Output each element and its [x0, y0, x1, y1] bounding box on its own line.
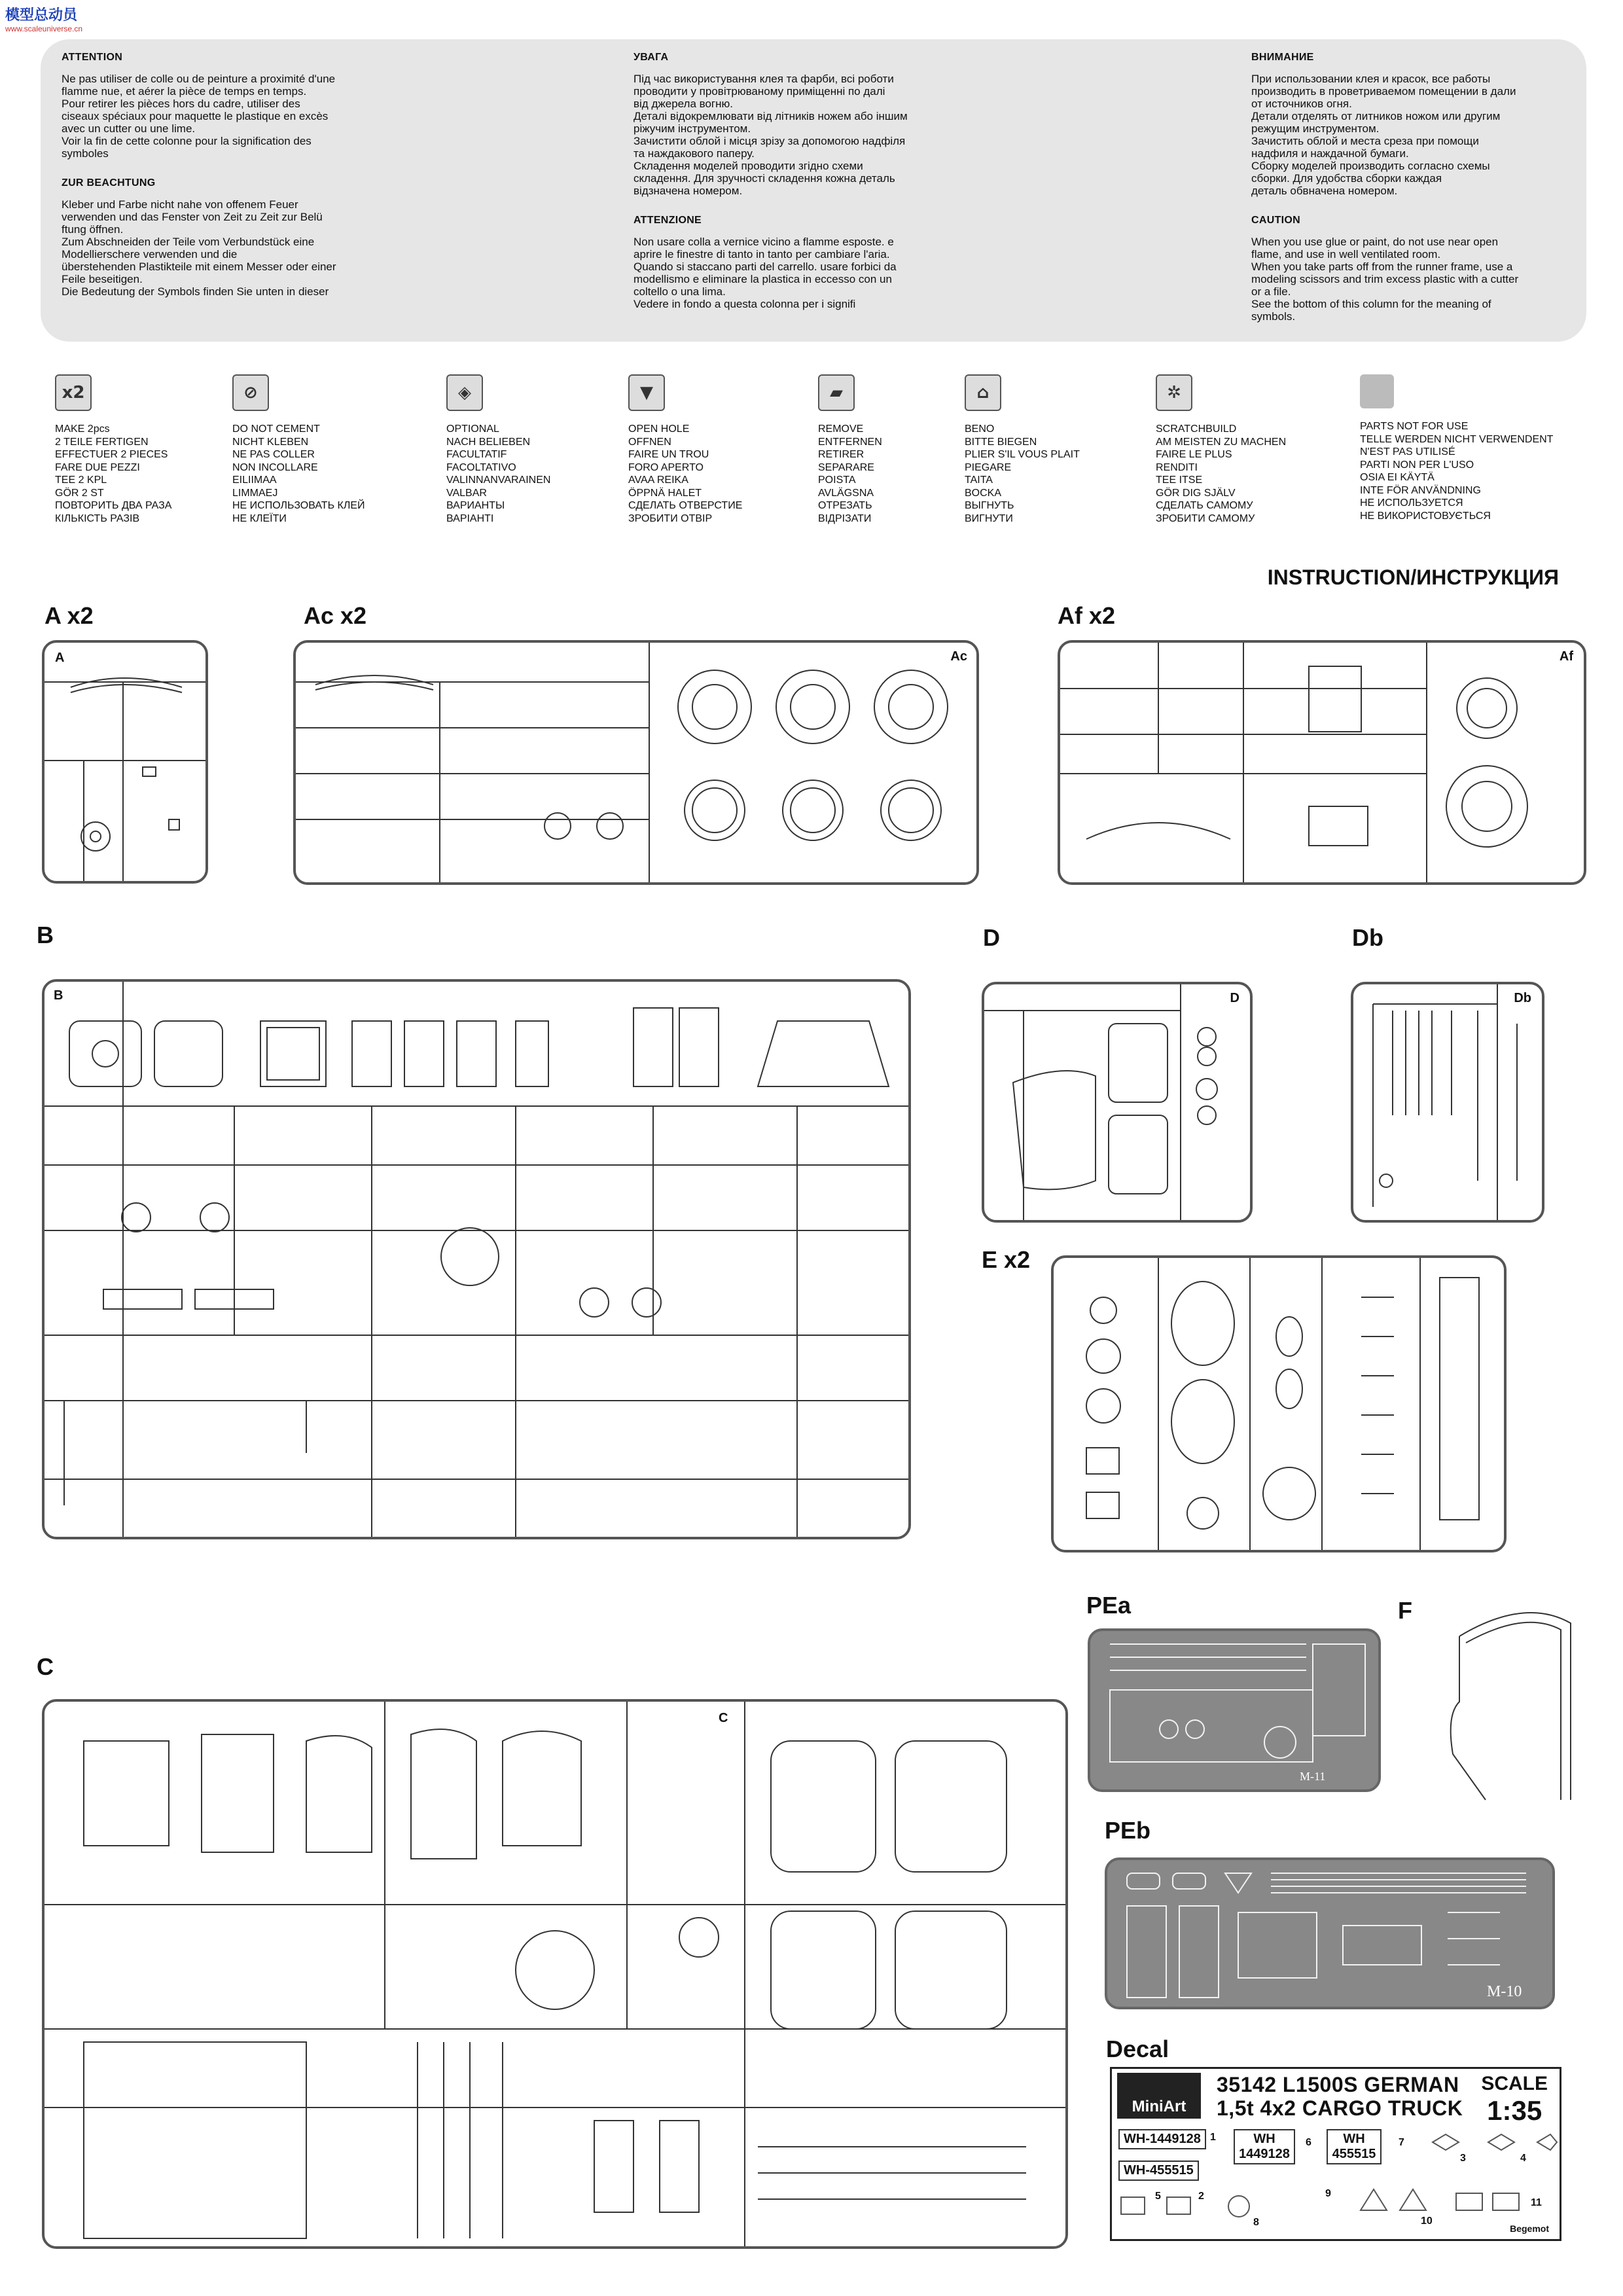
sprue-d-drawing [984, 984, 1250, 1220]
warning-line: flame, and use in well ventilated room. [1251, 248, 1441, 260]
warning-line: Зачистити облой і місця зрізу за допомогою надфіля [633, 135, 906, 147]
bend-icon: ⌂ [965, 374, 1001, 411]
symbol-line: EFFECTUER 2 PIECES [55, 449, 168, 460]
symbol-line: REMOVE [818, 423, 864, 435]
decal-number: 6 [1306, 2137, 1311, 2148]
warning-line: ciseaux spéciaux pour maquette le plastique en excès [62, 110, 329, 122]
sprue-e-frame [1051, 1255, 1507, 1552]
warning-line: деталь обвначена номером. [1251, 185, 1398, 197]
sprue-af-drawing [1060, 643, 1584, 882]
sprue-pea-label: PEa [1086, 1592, 1132, 1619]
sprue-af-tag: Af [1559, 649, 1573, 664]
symbol-line: EILIIMAA [232, 475, 277, 486]
symbol-line: ОТРЕЗАТЬ [818, 500, 872, 511]
warning-text [633, 73, 1000, 197]
warning-line: Ne pas utiliser de colle ou de peinture a proximité d'une [62, 73, 336, 85]
warning-line: modellismo e eliminare la plastica in eccesso con un [633, 273, 892, 285]
sprue-b-drawing [45, 982, 908, 1537]
symbol-line: OPEN HOLE [628, 423, 690, 435]
symbol-line: NICHT KLEBEN [232, 436, 309, 448]
sprue-c-drawing [45, 1702, 1065, 2246]
sprue-ac-drawing [296, 643, 976, 882]
symbol-line: НЕ КЛЕЇТИ [232, 512, 287, 524]
sprue-c-frame [42, 1699, 1068, 2249]
warning-line: Feile beseitigen. [62, 273, 143, 285]
x2-icon: x2 [55, 374, 92, 411]
decal-number: 1 [1210, 2132, 1216, 2143]
not-for-use-icon [1360, 374, 1394, 408]
warning-line: Vedere in fondo a questa colonna per i signifi [633, 298, 856, 310]
symbol-legend [0, 374, 1623, 545]
warning-text [1251, 236, 1592, 323]
symbol-line: DO NOT CEMENT [232, 423, 320, 435]
sprue-d-frame [982, 982, 1253, 1223]
sprue-d-tag: D [1230, 991, 1240, 1005]
decal-number: 9 [1325, 2188, 1331, 2199]
pe-b-fret [1105, 1857, 1555, 2009]
sprue-ac-tag: Ac [950, 649, 967, 664]
symbol-line: СДЕЛАТЬ ОТВЕРСТИЕ [628, 500, 743, 511]
warning-line: ftung öffnen. [62, 223, 124, 236]
plate-decal: WH-1449128 [1118, 2129, 1206, 2149]
sprue-c-tag: C [719, 1711, 728, 1725]
decal-number: 7 [1399, 2137, 1404, 2148]
warning-line: Non usare colla a vernice vicino a flamme esposte. e [633, 236, 894, 248]
part-f-drawing [1394, 1584, 1590, 1806]
symbol-line: OPTIONAL [446, 423, 499, 435]
symbol-line: SEPARARE [818, 461, 874, 473]
symbol-line: FAIRE LE PLUS [1156, 449, 1232, 460]
symbol-line: FORO APERTO [628, 461, 704, 473]
warning-line: coltello o una lima. [633, 285, 726, 298]
warning-line: Modellierschere verwenden und die [62, 248, 238, 260]
warning-title: CAUTION [1251, 215, 1300, 226]
sprue-e-drawing [1054, 1258, 1504, 1550]
warning-line: Kleber und Farbe nicht nahe von offenem Feuer [62, 198, 298, 211]
warning-title: ATTENTION [62, 52, 123, 63]
warning-title: ВНИМАНИЕ [1251, 52, 1314, 63]
symbol-line: NON INCOLLARE [232, 461, 318, 473]
symbol-line: ПОВТОРИТЬ ДВА РАЗА [55, 500, 172, 511]
warning-line: Зачистить облой и места среза при помощи [1251, 135, 1479, 147]
warning-line: symboles [62, 147, 109, 160]
sprue-a-drawing [45, 643, 205, 881]
warning-line: avec un cutter ou une lime. [62, 122, 196, 135]
symbol-line: NACH BELIEBEN [446, 436, 531, 448]
warning-line: Деталі відокремлювати від літників ножем або іншим [633, 110, 908, 122]
pe-b-tag: M-10 [1487, 1983, 1522, 2000]
warning-line: Сборку моделей производить согласно схемы [1251, 160, 1490, 172]
sprue-a-label: A x2 [45, 602, 94, 629]
symbol-line: LIMMAEJ [232, 487, 278, 499]
scale-box: SCALE 1:35 [1481, 2073, 1548, 2126]
symbol-line: КІЛЬКІСТЬ РАЗІВ [55, 512, 140, 524]
warning-title: ATTENZIONE [633, 215, 702, 226]
warning-text [1251, 73, 1592, 197]
maker-mark: Begemot [1510, 2223, 1549, 2234]
warning-line: Voir la fin de cette colonne pour la signification des [62, 135, 312, 147]
symbol-line: PARTS NOT FOR USE [1360, 421, 1469, 432]
sprue-b-frame [42, 979, 911, 1539]
symbol-line: INTE FÖR ANVÄNDNING [1360, 484, 1481, 496]
optional-icon: ◈ [446, 374, 483, 411]
symbol-line: NE PAS COLLER [232, 449, 315, 460]
warning-line: відзначена номером. [633, 185, 743, 197]
sprue-af-frame [1058, 640, 1586, 885]
warning-col-middle [633, 51, 1000, 310]
symbol-line: GÖR 2 ST [55, 487, 104, 499]
warning-line: aprire le finestre di tanto in tanto per cambiare l'aria. [633, 248, 890, 260]
warning-line: ріжучим інструментом. [633, 122, 751, 135]
sprue-ac-frame [293, 640, 979, 885]
decal-number: 5 [1155, 2191, 1161, 2202]
kit-subtitle: 1,5t 4x2 CARGO TRUCK [1217, 2096, 1463, 2120]
warning-line: symbols. [1251, 310, 1296, 323]
symbol-line: TEE ITSE [1156, 475, 1203, 486]
symbol-entry [232, 374, 409, 525]
open-hole-icon: ▼ [628, 374, 665, 411]
warning-line: от источников огня. [1251, 98, 1352, 110]
warning-line: производить в проветриваемом помещении в дали [1251, 85, 1516, 98]
symbol-line: RETIRER [818, 449, 865, 460]
symbol-entry [965, 374, 1141, 525]
decal-number: 4 [1520, 2153, 1526, 2164]
symbol-line: N'EST PAS UTILISÉ [1360, 446, 1455, 457]
warning-line: or a file. [1251, 285, 1291, 298]
sprue-f-label: F [1398, 1597, 1412, 1624]
pe-b-drawing [1107, 1860, 1552, 2007]
symbol-line: ВІДРІЗАТИ [818, 512, 872, 524]
warning-line: режущим инструментом. [1251, 122, 1380, 135]
sprue-af-label: Af x2 [1058, 602, 1116, 629]
symbol-entry [446, 374, 623, 525]
warning-line: надфиля и наждачной бумаги. [1251, 147, 1409, 160]
site-logo: 模型总动员 www.scaleuniverse.cn [5, 7, 83, 33]
symbol-line: FACULTATIF [446, 449, 507, 460]
symbol-line: СДЕЛАТЬ САМОМУ [1156, 500, 1253, 511]
decal-shapes [1112, 2069, 1560, 2239]
instruction-heading: INSTRUCTION/ИНСТРУКЦИЯ [1267, 565, 1559, 589]
warning-line: flamme nue, et aérer la pièce de temps en temps. [62, 85, 307, 98]
warning-text [62, 198, 428, 298]
warning-line: При использовании клея и красок, все работы [1251, 73, 1491, 85]
sprue-a-tag: A [55, 651, 65, 665]
kit-title: 35142 L1500S GERMAN [1217, 2073, 1459, 2096]
symbol-line: RENDITI [1156, 461, 1198, 473]
scratchbuild-icon: ✲ [1156, 374, 1192, 411]
symbol-entry [1360, 374, 1554, 522]
symbol-line: ÖPPNÄ HALET [628, 487, 702, 499]
symbol-line: GÖR DIG SJÄLV [1156, 487, 1236, 499]
symbol-line: ВАРИАНТЫ [446, 500, 505, 511]
decal-number: 2 [1198, 2191, 1204, 2202]
sprue-db-frame [1351, 982, 1544, 1223]
symbol-line: POISTA [818, 475, 856, 486]
pe-a-fret [1088, 1628, 1381, 1792]
plate-decal: WH 1449128 [1234, 2129, 1295, 2164]
symbol-line: TEE 2 KPL [55, 475, 107, 486]
warning-line: Zum Abschneiden der Teile vom Verbundstück eine [62, 236, 315, 248]
symbol-line: ENTFERNEN [818, 436, 882, 448]
symbol-line: TAITA [965, 475, 993, 486]
symbol-line: OSIA EI KÄYTÄ [1360, 472, 1435, 483]
symbol-line: PIEGARE [965, 461, 1012, 473]
warning-col-right [1251, 51, 1592, 323]
sprue-db-drawing [1353, 984, 1542, 1220]
symbol-line: ВЫГНУТЬ [965, 500, 1014, 511]
symbol-entry [55, 374, 232, 525]
warning-line: When you take parts off from the runner frame, use a [1251, 260, 1513, 273]
plate-decal: WH 455515 [1327, 2129, 1382, 2164]
symbol-line: PARTI NON PER L'USO [1360, 459, 1474, 471]
sprue-b-tag: B [54, 988, 63, 1003]
sprue-a-frame [42, 640, 208, 884]
warning-line: Pour retirer les pièces hors du cadre, utiliser des [62, 98, 300, 110]
warning-line: та наждакового паперу. [633, 147, 755, 160]
symbol-line: FAIRE UN TROU [628, 449, 709, 460]
symbol-line: BOCKA [965, 487, 1002, 499]
warning-line: Die Bedeutung der Symbols finden Sie unten in dieser [62, 285, 329, 298]
warning-line: When you use glue or paint, do not use near open [1251, 236, 1499, 248]
symbol-entry [1156, 374, 1332, 525]
warning-panel [41, 39, 1586, 342]
warning-line: verwenden und das Fenster von Zeit zu Zeit zur Belü [62, 211, 323, 223]
warning-line: Складення моделей проводити згідно схеми [633, 160, 863, 172]
warning-title: ZUR BEACHTUNG [62, 177, 156, 188]
decal-number: 11 [1531, 2197, 1542, 2208]
sprue-peb-label: PEb [1105, 1817, 1151, 1844]
sprue-d-label: D [983, 924, 1000, 951]
sprue-e-label: E x2 [982, 1246, 1031, 1273]
symbol-line: AVLÄGSNA [818, 487, 874, 499]
symbol-line: ЗРОБИТИ САМОМУ [1156, 512, 1255, 524]
symbol-line: НЕ ИСПОЛЬЗОВАТЬ КЛЕЙ [232, 500, 365, 511]
symbol-line: SCRATCHBUILD [1156, 423, 1237, 435]
decal-number: 10 [1421, 2215, 1433, 2227]
sprue-db-tag: Db [1514, 991, 1531, 1005]
symbol-line: НЕ ИСПОЛЬЗУЕТСЯ [1360, 497, 1463, 509]
symbol-line: FACOLTATIVO [446, 461, 516, 473]
warning-col-left [62, 51, 428, 298]
warning-line: See the bottom of this column for the meaning of [1251, 298, 1491, 310]
symbol-line: MAKE 2pcs [55, 423, 110, 435]
decal-label: Decal [1106, 2036, 1169, 2062]
warning-line: проводити у провітрюваному приміщенні по далі [633, 85, 885, 98]
symbol-line: PLIER S'IL VOUS PLAIT [965, 449, 1080, 460]
decal-number: 8 [1253, 2217, 1259, 2228]
symbol-line: VALBAR [446, 487, 487, 499]
symbol-line: VALINNANVARAINEN [446, 475, 551, 486]
warning-line: überstehenden Plastikteile mit einem Messer oder einer [62, 260, 336, 273]
symbol-line: AVAA REIKA [628, 475, 688, 486]
pe-a-drawing [1090, 1631, 1378, 1789]
symbol-line: BITTE BIEGEN [965, 436, 1037, 448]
warning-line: Детали отделять от литников ножом или другим [1251, 110, 1501, 122]
sprue-db-label: Db [1352, 924, 1383, 951]
symbol-line: ВАРІАНТІ [446, 512, 494, 524]
symbol-line: 2 TEILE FERTIGEN [55, 436, 149, 448]
warning-line: складення. Для зручності складення кожна деталь [633, 172, 895, 185]
pe-a-tag: M-11 [1300, 1770, 1326, 1783]
symbol-line: FARE DUE PEZZI [55, 461, 140, 473]
symbol-line: ВИГНУТИ [965, 512, 1013, 524]
warning-text [633, 236, 1000, 310]
warning-line: Quando si staccano parti del carrello. usare forbici da [633, 260, 897, 273]
no-glue-icon: ⊘ [232, 374, 269, 411]
decal-sheet [1110, 2067, 1561, 2241]
warning-line: сборки. Для удобства сборки каждая [1251, 172, 1442, 185]
symbol-entry [628, 374, 805, 525]
warning-line: від джерела вогню. [633, 98, 733, 110]
symbol-line: OFFNEN [628, 436, 671, 448]
warning-line: Під час використування клея та фарби, всі роботи [633, 73, 894, 85]
sprue-c-label: C [37, 1653, 54, 1680]
sprue-b-label: B [37, 922, 54, 948]
decal-number: 3 [1460, 2153, 1466, 2164]
symbol-line: AM MEISTEN ZU MACHEN [1156, 436, 1287, 448]
symbol-line: TELLE WERDEN NICHT VERWENDENT [1360, 433, 1554, 445]
brand-logo: MiniArt [1117, 2073, 1201, 2119]
symbol-line: BENO [965, 423, 995, 435]
sprue-ac-label: Ac x2 [304, 602, 367, 629]
plate-decal: WH-455515 [1118, 2161, 1199, 2181]
remove-icon: ▰ [818, 374, 855, 411]
warning-line: modeling scissors and trim excess plastic with a cutter [1251, 273, 1519, 285]
warning-title: УВАГА [633, 52, 669, 63]
warning-text [62, 73, 428, 160]
symbol-line: ЗРОБИТИ ОТВІР [628, 512, 713, 524]
symbol-line: НЕ ВИКОРИСТОВУЄТЬСЯ [1360, 510, 1491, 522]
